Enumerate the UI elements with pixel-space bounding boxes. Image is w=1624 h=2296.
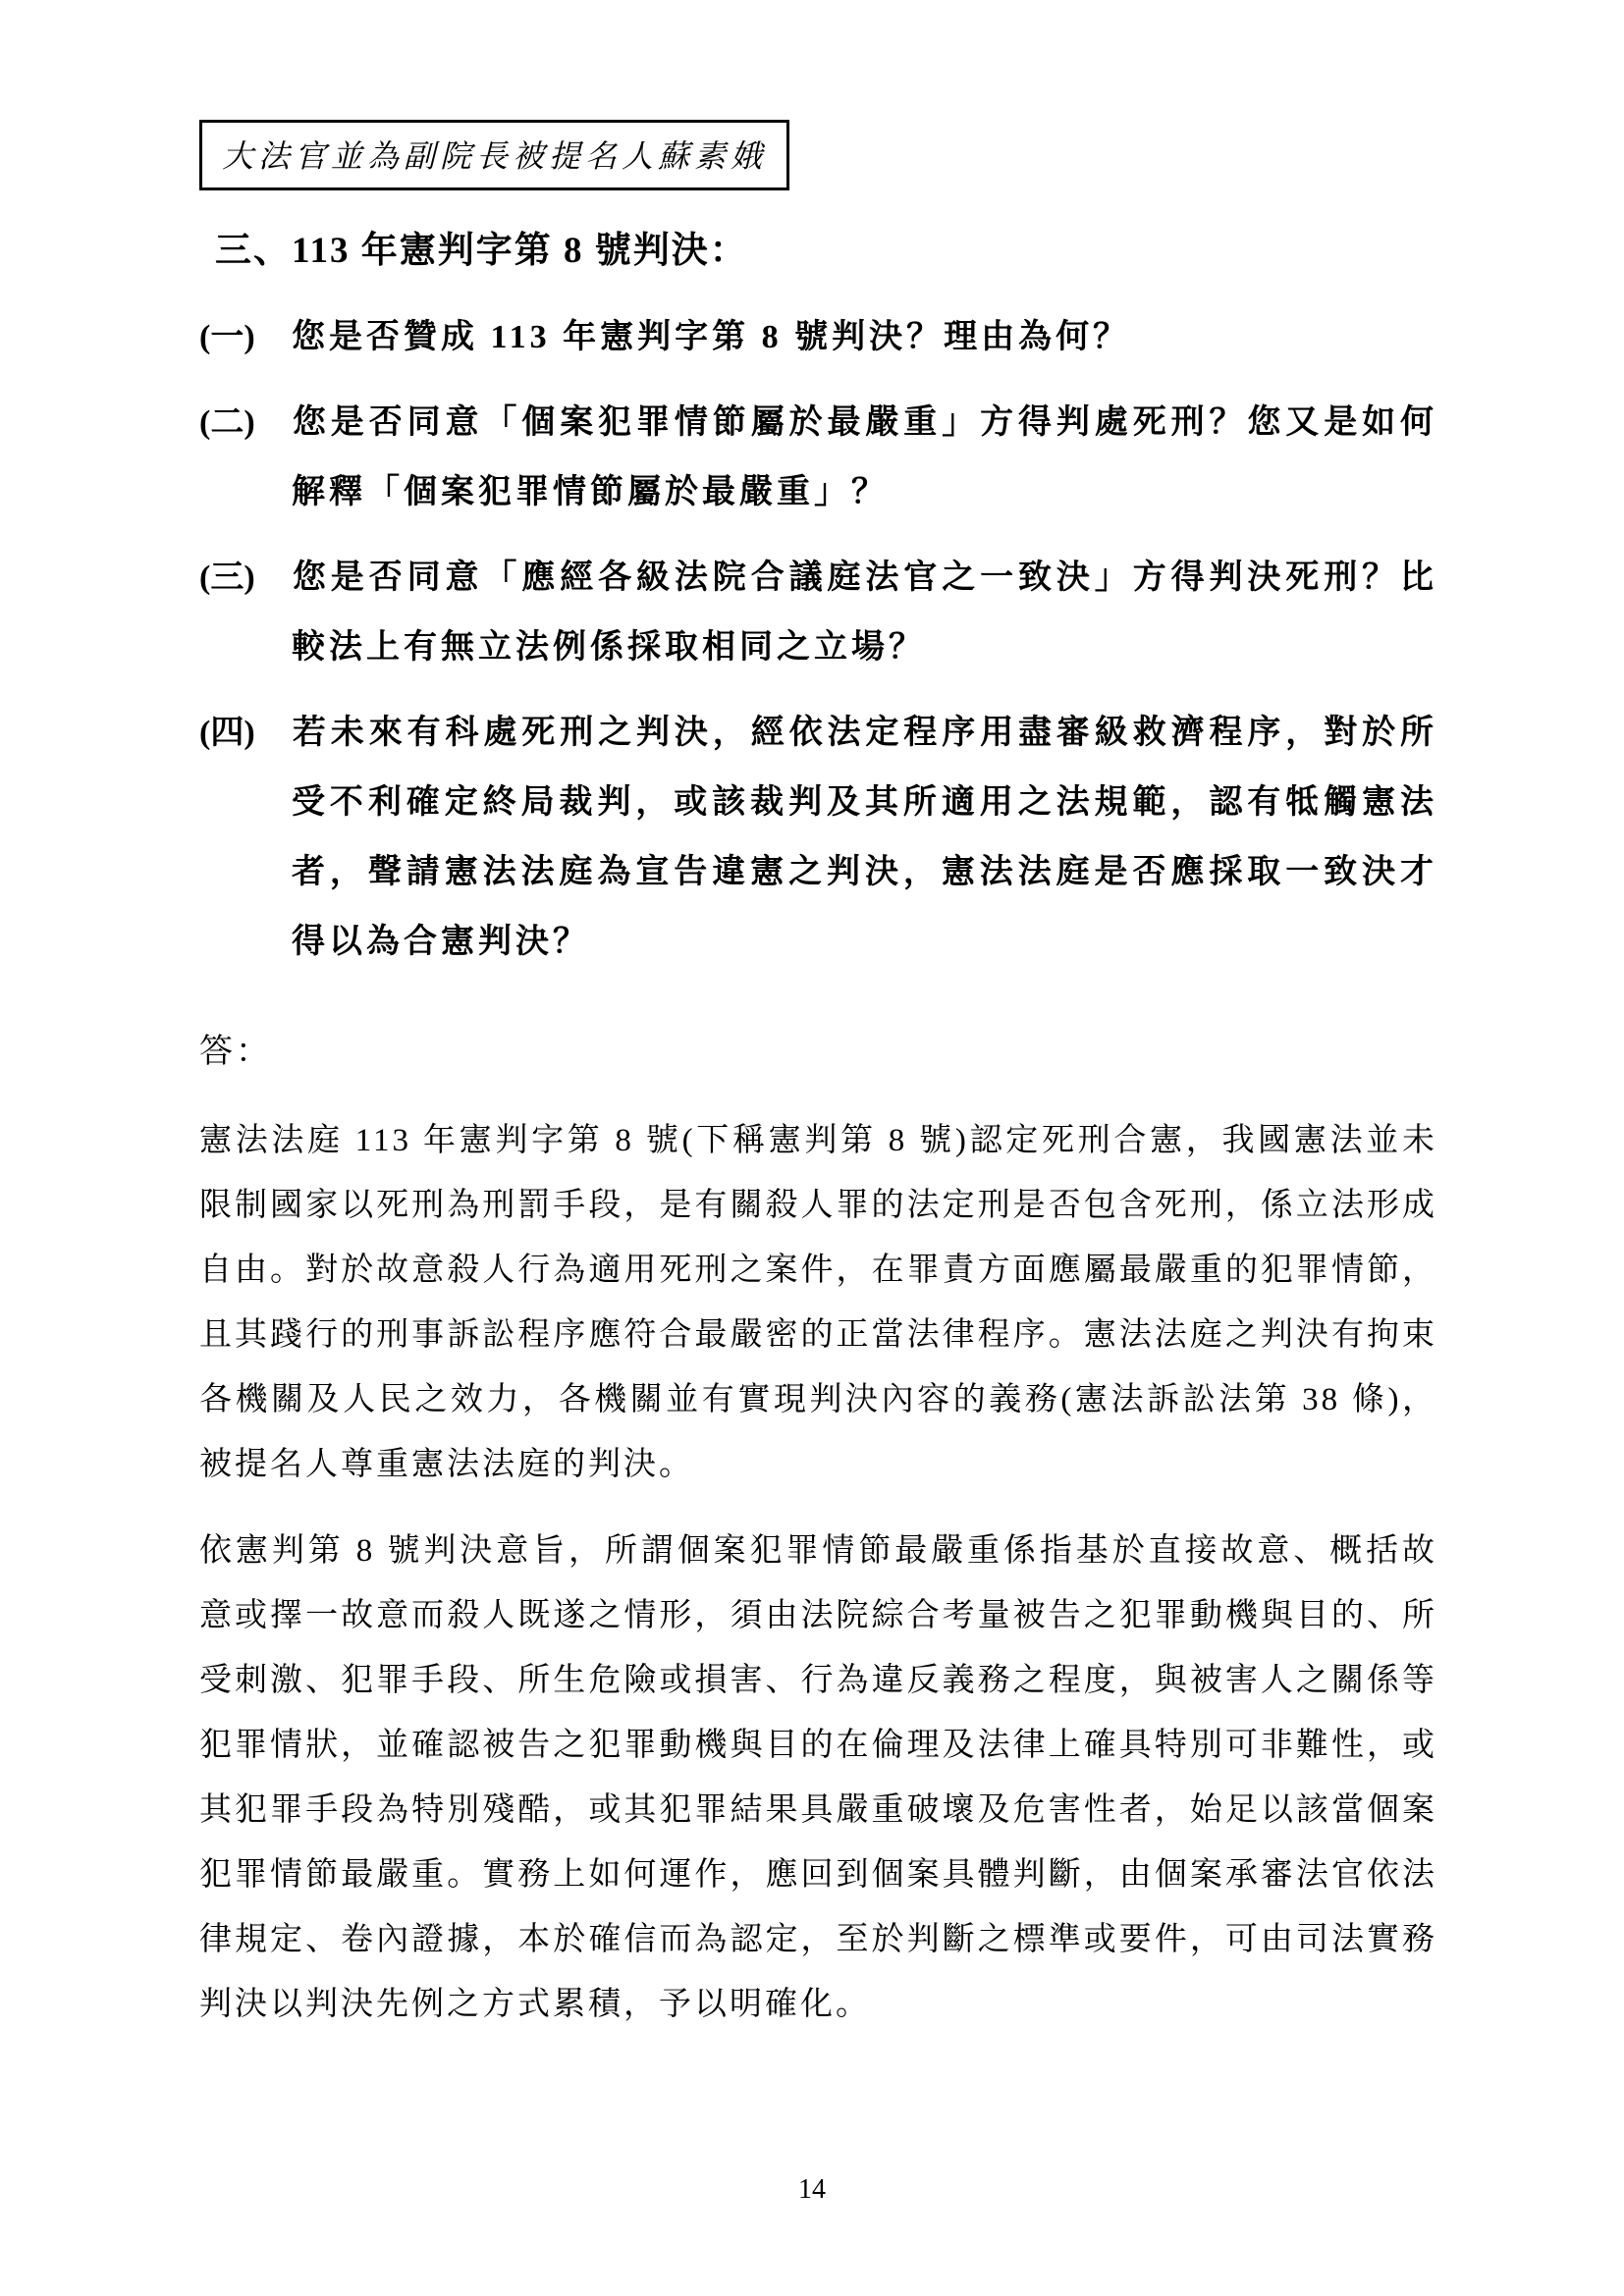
nominee-header-box [199,120,789,190]
question-item-2 [199,388,1437,527]
question-item-4 [199,698,1437,977]
question-number: (四) [199,715,255,751]
answer-paragraph-1: 憲法法庭 113 年憲判字第 8 號(下稱憲判第 8 號)認定死刑合憲，我國憲法並未限制國家以死刑為刑罰手段，是有關殺人罪的法定刑是否包含死刑，係立法形成自由。對於故意殺人行為適用死刑之案件，在罪責方面應屬最嚴重的犯罪情節，且其踐行的刑事訴訟程序應符合最嚴密的正當法律程序。憲法法庭之判決有拘束各機關及人民之效力，各機關並有實現判決內容的義務(憲法訴訟法第 38 條)，被提名人尊重憲法法庭的判決。 [199,1123,1437,1482]
section-title: 三、113 年憲判字第 8 號判決： [215,231,748,271]
question-number: (三) [199,560,255,596]
question-number: (一) [199,319,255,355]
page-number: 14 [798,2174,826,2205]
question-text: 您是否同意「個案犯罪情節屬於最嚴重」方得判處死刑？您又是如何解釋「個案犯罪情節屬於最嚴重」？ [292,404,1437,510]
question-item-1 [199,302,1437,372]
question-text: 若未來有科處死刑之判決，經依法定程序用盡審級救濟程序，對於所受不利確定終局裁判，或該裁判及其所適用之法規範，認有牴觸憲法者，聲請憲法法庭為宣告違憲之判決，憲法法庭是否應採取一致決才得以為合憲判決？ [292,715,1437,960]
question-number: (二) [199,404,255,441]
question-text: 您是否同意「應經各級法院合議庭法官之一致決」方得判決死刑？比較法上有無立法例係採取相同之立場？ [292,560,1437,666]
nominee-header-label: 大法官並為副院長被提名人蘇素娥 [222,138,768,174]
question-item-3 [199,543,1437,682]
answer-paragraph-2: 依憲判第 8 號判決意旨，所謂個案犯罪情節最嚴重係指基於直接故意、概括故意或擇一故意而殺人既遂之情形，須由法院綜合考量被告之犯罪動機與目的、所受刺激、犯罪手段、所生危險或損害、行為違反義務之程度，與被害人之關係等犯罪情狀，並確認被告之犯罪動機與目的在倫理及法律上確具特別可非難性，或其犯罪手段為特別殘酷，或其犯罪結果具嚴重破壞及危害性者，始足以該當個案犯罪情節最嚴重。實務上如何運作，應回到個案具體判斷，由個案承審法官依法律規定、卷內證據，本於確信而為認定，至於判斷之標準或要件，可由司法實務判決以判決先例之方式累積，予以明確化。 [199,1533,1437,2022]
answer-label: 答： [199,1034,272,1070]
question-text: 您是否贊成 113 年憲判字第 8 號判決？理由為何？ [292,319,1131,355]
